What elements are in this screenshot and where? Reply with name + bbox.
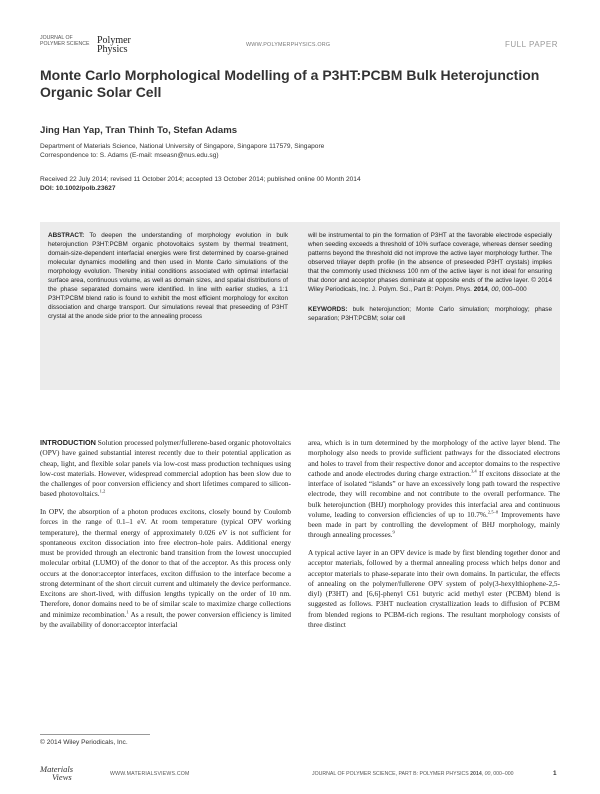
paragraph-text: A typical active layer in an OPV device is made by first blending together donor and acceptor materials, followed by a thermal annealing process which helps donor and acceptor materials to phase-separate into their own domains. In particular, the effects of annealing on the polymer/fullerene OPV system of poly(3-hexylthiophene-2,5-diyl) (P3HT) and [6,6]-phenyl C61 butyric acid methyl ester (PCBM) blend is suggested as follows. P3HT nucleation crystallization leads to diffusion of PCBM from blended regions to PCBM-rich regions. The resultant morphology consists of three distinct bbox=[308, 548, 560, 629]
journal-big-line-1: Polymer bbox=[97, 35, 131, 46]
body-right-column bbox=[308, 438, 560, 638]
journal-big-line-2: Physics bbox=[97, 44, 128, 55]
paragraph-text: If excitons dissociate at the interface of isolated “islands” or have an excessively long path toward the respective electrode, they will recombine and not contribute to the overall performance. The bulk heterojunction (BHJ) morphology provides this interfacial area and continuous volume, leading to conversion efficiencies of up to 10.7%. bbox=[308, 468, 560, 519]
author-list: Jing Han Yap, Tran Thinh To, Stefan Adams bbox=[40, 125, 238, 136]
citation-ref[interactable]: 2,5–8 bbox=[487, 509, 499, 515]
journal-small-line-2: POLYMER SCIENCE bbox=[40, 40, 90, 47]
footer-pages: , 000–000 bbox=[490, 771, 514, 777]
abstract-right-column bbox=[308, 231, 552, 323]
abstract-text-right-block: will be instrumental to pin the formation of P3HT at the favorable electrode especially when seeding exceeds a threshold of 10% surface coverage, whereas denser seeding patterns beyond the threshold did not improve the active layer morphology further. The observed trilayer depth profile (in the absence of preseeded P3HT crystals) implies that the commonly used thickness 100 nm of the active layer is not ideal for ensuring that donor and acceptor phases dominate at opposite ends of the active layer. © 2014 Wiley Periodicals, Inc. J. Polym. Sci., Part B: Polym. Phys. 2014, 00, 000–000 bbox=[308, 232, 552, 294]
paragraph-text: In OPV, the absorption of a photon produces excitons, closely bound by Coulomb forces in the range of 0.1–1 eV. At room temperature (typical OPV working temperature), the thermal energy of approximately 0.026 eV is not sufficient for spontaneous exciton dissociation into free electron–hole pairs. Additional energy must be provided through an electronic band transition from the lowest unoccupied molecular orbital (LUMO) of the donor to that of the acceptor. As this process only occurs at the donor:acceptor interfaces, exciton diffusion to the interface become a strong determinant of the short circuit current and ultimately the device performance. Excitons are short-lived, with diffusion lengths typically on the order of 10 nm. Therefore, donor domains need to be of similar scale to maximize charge collections and minimize recombination. bbox=[40, 507, 291, 619]
citation-ref[interactable]: 3,4 bbox=[470, 468, 477, 474]
journal-logo bbox=[40, 36, 200, 54]
abstract-box bbox=[40, 222, 560, 390]
keywords-block bbox=[308, 305, 552, 323]
abstract-cite-year: 2014 bbox=[473, 286, 488, 294]
materials-views-logo bbox=[40, 764, 86, 784]
affiliation-block bbox=[40, 142, 560, 161]
journal-logo-big-text bbox=[97, 36, 147, 54]
footer-journal-citation: JOURNAL OF POLYMER SCIENCE, PART B: POLYMER PHYSICS 2014, 00, 000–000 bbox=[312, 771, 514, 777]
citation-ref[interactable]: 1,2 bbox=[99, 488, 106, 494]
introduction-heading: INTRODUCTION bbox=[40, 438, 96, 447]
received-dates: Received 22 July 2014; revised 11 October 2014; accepted 13 October 2014; published online 00 Month 2014 bbox=[40, 176, 361, 183]
keywords-label: KEYWORDS: bbox=[308, 306, 348, 314]
logo-text-line-1: Materials bbox=[40, 764, 74, 774]
abstract-text-right: will be instrumental to pin the formation of P3HT at the favorable electrode especially when seeding exceeds a threshold of 10% surface coverage, whereas denser seeding patterns beyond the threshold did not improve the active layer morphology further. The observed trilayer depth profile (in the absence of preseeded P3HT crystals) implies that the commonly used thickness 100 nm of the active layer is not ideal for ensuring that donor and acceptor phases dominate at opposite ends of the active layer. © 2014 Wiley Periodicals, Inc. J. Polym. Sci., Part B: Polym. Phys. bbox=[308, 232, 552, 294]
paragraph-intro bbox=[40, 438, 291, 500]
footer-volume: 00 bbox=[484, 771, 491, 777]
footer-website[interactable]: WWW.MATERIALSVIEWS.COM bbox=[110, 771, 190, 777]
journal-logo-small-text bbox=[40, 36, 100, 47]
abstract-cite-pages: , 000–000 bbox=[498, 286, 527, 294]
citation-ref[interactable]: 9 bbox=[392, 529, 395, 535]
journal-website[interactable]: WWW.POLYMERPHYSICS.ORG bbox=[246, 42, 331, 48]
abstract-label: ABSTRACT: bbox=[48, 232, 85, 239]
abstract-text-left: To deepen the understanding of morphology evolution in bulk heterojunction P3HT:PCBM organic photovoltaics system by thermal treatment, domain-size-dependent interfacial energies were first determined by coarse-grained molecular dynamics modelling and then used in Monte Carlo simulations of the morphology evolution. Thereby initial conditions associated with optimal interfacial surface area, continuous volume, as well as domain sizes, and spatial distributions of the phase separated domains were identified. In line with earlier studies, a 1:1 P3HT:PCBM blend ratio is found to exhibit the most efficient morphology for exciton dissociation and charge transport. Our simulations reveal that preseeding of P3HT crystal at the anode side prior to the annealing process bbox=[48, 232, 288, 321]
doi[interactable]: DOI: 10.1002/polb.23627 bbox=[40, 185, 116, 193]
paragraph-morphology bbox=[308, 438, 560, 541]
logo-text-line-2: Views bbox=[52, 772, 72, 782]
citation-ref[interactable]: 1 bbox=[126, 609, 129, 615]
abstract-left-column bbox=[48, 231, 288, 321]
paragraph-text: Improvements have been made in part by controlling the development of BHJ morphology, mainly through annealing processes. bbox=[308, 509, 560, 540]
correspondence: Correspondence to: S. Adams (E-mail: mseasn@nus.edu.sg) bbox=[40, 152, 219, 160]
affiliation: Department of Materials Science, National University of Singapore, Singapore 117579, Singapore bbox=[40, 143, 325, 150]
journal-small-line-1: JOURNAL OF bbox=[40, 35, 73, 41]
publication-history bbox=[40, 175, 560, 194]
abstract-cite-volume: 00 bbox=[491, 286, 499, 294]
paragraph-active-layer bbox=[308, 548, 560, 630]
footer-year: 2014 bbox=[470, 771, 482, 777]
article-type: FULL PAPER bbox=[504, 40, 558, 49]
paragraph-text: area, which is in turn determined by the morphology of the active layer blend. The morphology also needs to provide sufficient pathways for the dissociated electrons and holes to travel from their respective donor and acceptor domains to the respective cathode and anode electrodes during charge extraction. bbox=[308, 438, 560, 478]
copyright-notice: © 2014 Wiley Periodicals, Inc. bbox=[40, 739, 128, 746]
paragraph-text: As a result, the power conversion efficiency is limited by the availability of donor:acceptor interfacial bbox=[40, 609, 292, 629]
footer-journal-name: JOURNAL OF POLYMER SCIENCE, PART B: POLYMER PHYSICS bbox=[312, 771, 469, 777]
body-left-column bbox=[40, 438, 291, 638]
intro-text: Solution processed polymer/fullerene-based organic photovoltaics (OPV) have gained substantial interest recently due to their potential application as cheap, light, and flexible solar panels via low-cost mass production techniques using low-cost materials. However, widespread commercial adoption has been slow due to the challenges of poor conversion efficiency and short lifetimes compared to silicon-based photovoltaics. bbox=[40, 438, 292, 499]
page-number: 1 bbox=[553, 770, 557, 777]
paragraph-exciton bbox=[40, 507, 291, 630]
keywords-text: bulk heterojunction; Monte Carlo simulation; morphology; phase separation; P3HT:PCBM; solar cell bbox=[308, 306, 552, 323]
article-title: Monte Carlo Morphological Modelling of a P3HT:PCBM Bulk Heterojunction Organic Solar Cell bbox=[40, 67, 540, 100]
copyright-divider bbox=[40, 734, 150, 735]
